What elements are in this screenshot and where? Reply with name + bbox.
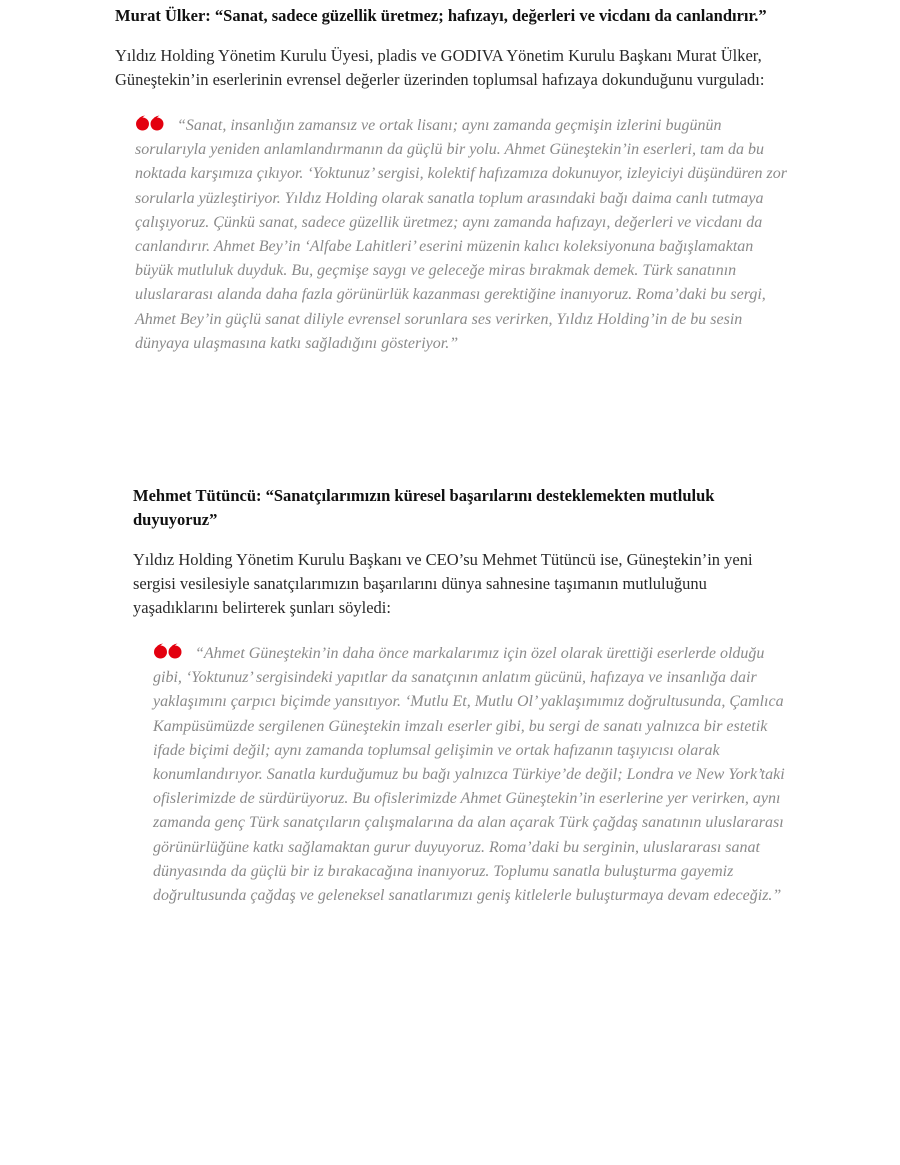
quote-mark-icon (135, 115, 165, 131)
quote-section-mehmet-tutuncu (133, 484, 793, 908)
section-heading: Mehmet Tütüncü: “Sanatçılarımızın küresel başarılarını desteklemekten mutluluk duyuyoruz” (133, 486, 715, 529)
quote-text: “Sanat, insanlığın zamansız ve ortak lisanı; aynı zamanda geçmişin izlerini bugünün sorularıyla yeniden anlamlandırmanın da güçlü bir yolu. Ahmet Güneştekin’in eserleri, tam da bu noktada karşımıza çıkıyor. ‘Yoktunuz’ sergisi, kolektif hafızamıza dokunuyor, izleyiciyi düşündüren zor sorularla yüzleştiriyor. Yıldız Holding olarak sanatla toplum arasındaki bağı daima canlı tutmaya çalışıyoruz. Çünkü sanat, sadece güzellik üretmez; aynı zamanda hafızayı, değerleri ve vicdanı da canlandırır. Ahmet Bey’in ‘Alfabe Lahitleri’ eserini müzenin kalıcı koleksiyonuna bağışlamaktan büyük mutluluk duyduk. Bu, geçmişe saygı ve geleceğe miras bırakmak demek. Türk sanatının uluslararası alanda daha fazla görünürlük kazanması gerektiğine inanıyoruz. Roma’daki bu sergi, Ahmet Bey’in güçlü sanat diliyle evrensel sorunlara ses verirken, Yıldız Holding’in de bu sesin dünyaya ulaşmasına katkı sağladığını gösteriyor.” (135, 117, 787, 352)
blockquote (135, 114, 795, 356)
quote-mark-icon (153, 643, 183, 659)
quote-text: “Ahmet Güneştekin’in daha önce markalarımız için özel olarak ürettiği eserlerde olduğu gibi, ‘Yoktunuz’ sergisindeki yapıtlar da sanatçının anlatım gücünü, hafızaya ve insanlığa dair yaklaşımını çarpıcı biçimde yansıtıyor. ‘Mutlu Et, Mutlu Ol’ yaklaşımımız doğrultusunda, Çamlıca Kampüsümüzde sergilenen Güneştekin imzalı eserler gibi, bu sergi de sanatı yalnızca bir estetik ifade biçimi değil; aynı zamanda toplumsal gelişimin ve ortak hafızanın taşıyıcısı olarak konumlandırıyor. Sanatla kurduğumuz bu bağı yalnızca Türkiye’de değil; Londra ve New York’taki ofislerimizde de sürdürüyoruz. Bu ofislerimizde Ahmet Güneştekin’in eserlerine yer verirken, aynı zamanda genç Türk sanatçıların çalışmalarına da alan açarak Türk çağdaş sanatının uluslararası görünürlüğüne katkı sağlamaktan gurur duyuyoruz. Roma’daki bu serginin, uluslararası sanat dünyasında da güçlü bir iz bırakacağına inanıyoruz. Toplumu sanatla buluşturma gayemiz doğrultusunda çağdaş ve geleneksel sanatlarımızı geniş kitlelerle buluşturmaya devam edeceğiz.” (153, 645, 785, 905)
section-heading: Murat Ülker: “Sanat, sadece güzellik üretmez; hafızayı, değerleri ve vicdanı da canlandırır.” (115, 6, 767, 25)
section-intro: Yıldız Holding Yönetim Kurulu Başkanı ve CEO’su Mehmet Tütüncü ise, Güneştekin’in yeni sergisi vesilesiyle sanatçılarımızın başarılarını dünya sahnesine taşımanın mutluluğunu yaşadıklarını belirterek şunları söyledi: (133, 550, 753, 617)
quote-section-murat-ulker (115, 4, 795, 356)
section-intro: Yıldız Holding Yönetim Kurulu Üyesi, pladis ve GODIVA Yönetim Kurulu Başkanı Murat Ülker, Güneştekin’in eserlerinin evrensel değerler üzerinden toplumsal hafızaya dokunduğunu vurguladı: (115, 46, 765, 89)
blockquote (153, 642, 793, 908)
